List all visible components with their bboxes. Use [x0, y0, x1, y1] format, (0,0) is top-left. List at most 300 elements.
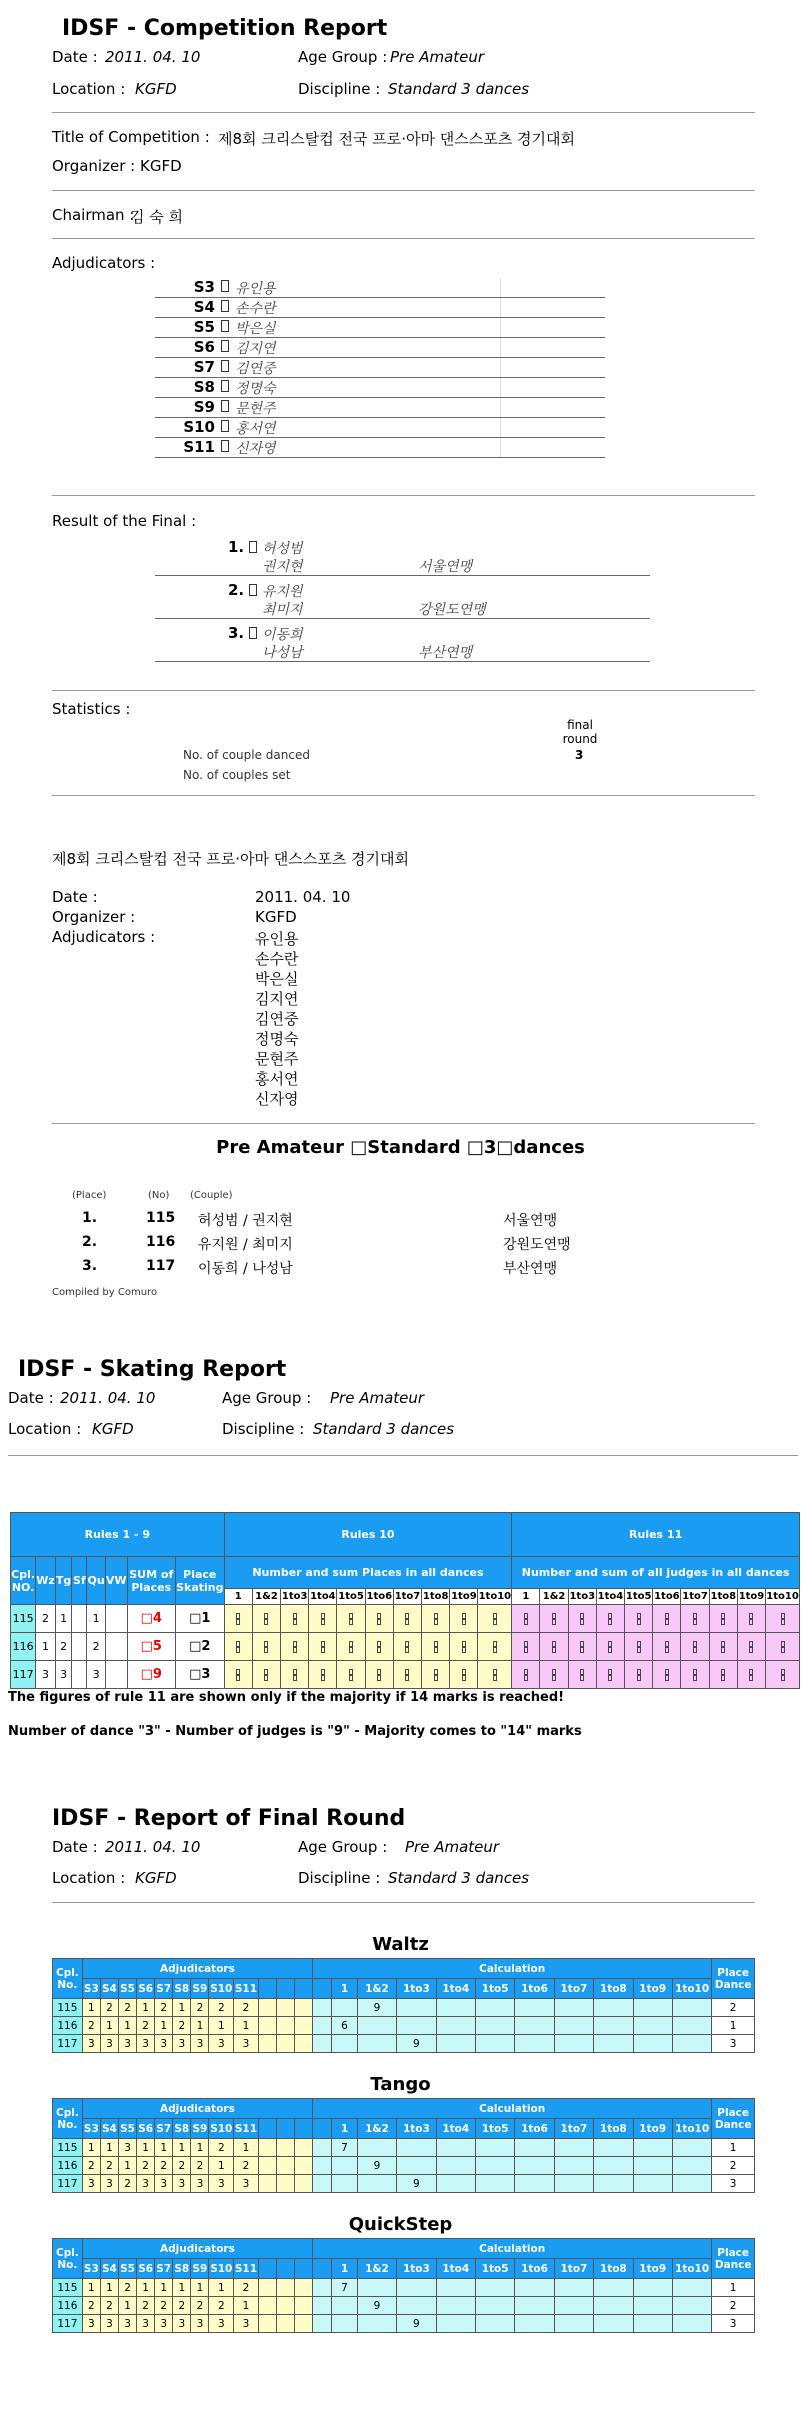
dance-title: Tango — [370, 2074, 431, 2095]
column-divider — [500, 438, 501, 457]
judge-mark: 2 — [209, 1999, 234, 2017]
judge-col-header: S11 — [234, 2259, 259, 2279]
couple-number: 115 — [11, 1605, 36, 1633]
rule10-cell — [281, 1661, 309, 1689]
placeholder-box-icon — [434, 1647, 438, 1653]
judge-col-header: S8 — [173, 1979, 191, 1999]
adjudicators-header: Adjudicators — [82, 1959, 312, 1979]
result-underline — [155, 618, 650, 619]
placeholder-box-icon — [462, 1647, 466, 1653]
dance-col-tg: Tg — [55, 1557, 72, 1605]
placeholder-box-icon — [293, 1619, 297, 1625]
placeholder-box-icon — [721, 1647, 725, 1653]
judge-mark: 1 — [100, 2279, 118, 2297]
judge-mark: 2 — [118, 2175, 136, 2193]
placeholder-box-icon — [264, 1647, 268, 1653]
calc-cell: 7 — [332, 2279, 358, 2297]
rule10-cell — [281, 1605, 309, 1633]
rule11-cell — [681, 1633, 709, 1661]
summary-title: 제8회 크리스탈컵 전국 프로·아마 댄스스포츠 경기대회 — [52, 850, 409, 868]
rule10-cell — [365, 1633, 393, 1661]
judge-mark: 1 — [173, 2139, 191, 2157]
judge-mark: 1 — [209, 2017, 234, 2035]
judge-col-header: S7 — [155, 1979, 173, 1999]
adjudicator-row — [155, 398, 605, 418]
checkbox-icon — [221, 280, 229, 292]
rule10-cell — [252, 1605, 280, 1633]
judge-mark: 2 — [173, 2297, 191, 2315]
mark-wz: 3 — [36, 1661, 56, 1689]
judge-mark: 1 — [155, 2139, 173, 2157]
calc-cell — [332, 2035, 358, 2053]
judge-col-header — [294, 2259, 312, 2279]
calc-cell — [633, 2139, 672, 2157]
calc-col-header: 1to3 — [397, 1979, 436, 1999]
calc-cell — [475, 2017, 514, 2035]
calc-cell — [633, 2315, 672, 2333]
rule10-cell — [478, 1661, 512, 1689]
judge-mark: 3 — [100, 2315, 118, 2333]
calc-cell — [554, 1999, 593, 2017]
calc-col-header: 1to9 — [737, 1589, 765, 1605]
divider — [52, 1902, 755, 1903]
judge-mark: 1 — [191, 2279, 209, 2297]
mark-vw — [105, 1661, 127, 1689]
summary-date-value: 2011. 04. 10 — [255, 888, 351, 906]
skating-age-label: Age Group : — [222, 1389, 312, 1407]
adjudicator-row — [155, 418, 605, 438]
adjudicator-name: 홍서연 — [235, 421, 276, 437]
divider — [52, 238, 755, 239]
adjudicator-name: 문현주 — [235, 401, 276, 417]
mark-wz: 1 — [36, 1633, 56, 1661]
judge-mark — [294, 2315, 312, 2333]
calculation-header: Calculation — [313, 1959, 712, 1979]
placeholder-box-icon — [236, 1647, 240, 1653]
calc-cell: 6 — [332, 2017, 358, 2035]
spacer-col-header — [313, 1979, 332, 1999]
rule11-cell — [737, 1661, 765, 1689]
rule11-cell — [625, 1633, 653, 1661]
calc-col-header: 1to5 — [475, 2119, 514, 2139]
rule10-cell — [365, 1661, 393, 1689]
final-round-table — [52, 1958, 755, 2053]
stat-danced-value: 3 — [575, 748, 584, 762]
calc-cell — [594, 2297, 633, 2315]
couple-number: 117 — [53, 2035, 83, 2053]
calc-cell — [332, 2297, 358, 2315]
placeholder-box-icon — [580, 1647, 584, 1653]
judge-col-header: S9 — [191, 2119, 209, 2139]
judge-mark — [258, 2175, 276, 2193]
table-row — [11, 1633, 800, 1661]
judge-mark: 1 — [100, 2139, 118, 2157]
calc-cell — [554, 2035, 593, 2053]
rule11-cell — [596, 1633, 624, 1661]
calc-cell — [357, 2017, 396, 2035]
judge-col-header: S4 — [100, 2259, 118, 2279]
couple-number: 117 — [53, 2315, 83, 2333]
result-place: 3. — [228, 624, 245, 642]
calc-cell — [672, 2157, 711, 2175]
placeholder-box-icon — [434, 1675, 438, 1681]
calc-cell — [554, 2279, 593, 2297]
place-dance-header: Place Dance — [712, 1959, 755, 1999]
skating-discipline-label: Discipline : — [222, 1420, 305, 1438]
judge-col-header: S11 — [234, 2119, 259, 2139]
stat-set-label: No. of couples set — [183, 768, 291, 782]
calc-col-header: 1to7 — [681, 1589, 709, 1605]
organizer-value: KGFD — [140, 157, 182, 175]
judge-mark: 3 — [118, 2035, 136, 2053]
placeholder-box-icon — [721, 1619, 725, 1625]
judge-mark — [294, 2035, 312, 2053]
calc-cell — [672, 2175, 711, 2193]
adjudicator-code: S9 — [193, 398, 215, 416]
summary-adjudicator-name: 유인용 — [255, 930, 299, 948]
location-label: Location : — [52, 80, 126, 98]
table-row — [53, 2297, 755, 2315]
calc-col-header: 1to3 — [397, 2259, 436, 2279]
rule10-cell — [478, 1605, 512, 1633]
adjudicator-name: 신자영 — [235, 441, 276, 457]
rule11-cell — [568, 1633, 596, 1661]
judge-mark — [294, 1999, 312, 2017]
divider — [8, 1455, 798, 1456]
adjudicator-code: S3 — [193, 278, 215, 296]
judge-mark — [276, 2157, 294, 2175]
final-age-value: Pre Amateur — [405, 1838, 500, 1856]
table-row — [53, 1999, 755, 2017]
calc-cell — [515, 2139, 554, 2157]
placeholder-box-icon — [321, 1675, 325, 1681]
skating-date-label: Date : — [8, 1389, 54, 1407]
calc-cell — [357, 2035, 396, 2053]
placeholder-box-icon — [781, 1619, 785, 1625]
checkbox-icon — [221, 380, 229, 392]
rule11-cell — [512, 1605, 540, 1633]
spacer-cell — [313, 2017, 332, 2035]
result-label: Result of the Final : — [52, 512, 197, 530]
judge-mark — [258, 2157, 276, 2175]
table-row — [53, 2157, 755, 2175]
statistics-label: Statistics : — [52, 700, 131, 718]
adjudicators-label: Adjudicators : — [52, 254, 156, 272]
judge-mark — [276, 2139, 294, 2157]
divider — [52, 795, 755, 796]
rule10-cell — [422, 1605, 450, 1633]
judge-mark: 2 — [82, 2157, 100, 2175]
judge-mark: 3 — [173, 2035, 191, 2053]
calc-cell — [397, 2017, 436, 2035]
placeholder-box-icon — [321, 1619, 325, 1625]
placeholder-box-icon — [524, 1675, 528, 1681]
calc-col-header: 1to6 — [515, 2119, 554, 2139]
summary-couple: 유지원 / 최미지 — [198, 1237, 293, 1253]
calc-cell — [672, 2315, 711, 2333]
table-row — [53, 2175, 755, 2193]
calc-col-header: 1to5 — [475, 1979, 514, 1999]
calc-cell — [672, 2035, 711, 2053]
calc-cell: 9 — [357, 2297, 396, 2315]
result-underline — [155, 575, 650, 576]
calc-cell — [594, 2315, 633, 2333]
calc-cell: 9 — [357, 2157, 396, 2175]
judge-mark: 2 — [82, 2297, 100, 2315]
judge-mark: 3 — [118, 2139, 136, 2157]
judge-mark: 1 — [191, 2139, 209, 2157]
placeholder-box-icon — [493, 1647, 497, 1653]
calc-cell: 9 — [357, 1999, 396, 2017]
placeholder-box-icon — [781, 1675, 785, 1681]
summary-adjudicator-name: 신자영 — [255, 1090, 299, 1108]
adjudicators-header: Adjudicators — [82, 2239, 312, 2259]
calc-cell — [515, 2175, 554, 2193]
adjudicator-row — [155, 298, 605, 318]
mark-tg: 1 — [55, 1605, 72, 1633]
placeholder-box-icon — [552, 1675, 556, 1681]
summary-place: 3. — [82, 1258, 98, 1274]
calc-col-header: 1to3 — [281, 1589, 309, 1605]
calc-cell — [594, 2157, 633, 2175]
calc-cell — [633, 1999, 672, 2017]
place-dance: 2 — [712, 2157, 755, 2175]
calc-cell — [554, 2175, 593, 2193]
adjudicator-name: 김연중 — [235, 361, 276, 377]
rule11-cell — [737, 1633, 765, 1661]
judge-mark — [258, 2315, 276, 2333]
table-row — [53, 2139, 755, 2157]
divider — [52, 1123, 755, 1124]
judge-mark — [276, 2035, 294, 2053]
calc-cell — [515, 2035, 554, 2053]
spacer-cell — [313, 2175, 332, 2193]
result-partner: 나성남 — [262, 645, 303, 661]
rules-10-header: Rules 10 — [224, 1513, 512, 1557]
judge-mark: 3 — [82, 2035, 100, 2053]
judge-col-header — [294, 2119, 312, 2139]
placeholder-box-icon — [693, 1619, 697, 1625]
calc-cell — [357, 2175, 396, 2193]
final-discipline-value: Standard 3 dances — [388, 1869, 530, 1887]
judge-mark — [258, 2139, 276, 2157]
calc-cell — [515, 2297, 554, 2315]
judge-mark — [258, 2035, 276, 2053]
rule10-cell — [337, 1633, 365, 1661]
judge-mark: 1 — [173, 1999, 191, 2017]
column-divider — [500, 398, 501, 417]
judge-col-header: S8 — [173, 2119, 191, 2139]
rule11-cell — [596, 1661, 624, 1689]
result-partner: 권지현 — [262, 559, 303, 575]
rule10-cell — [393, 1605, 421, 1633]
column-divider — [500, 378, 501, 397]
place-dance: 2 — [712, 2297, 755, 2315]
judge-col-header — [258, 1979, 276, 1999]
calc-col-header: 1to7 — [554, 1979, 593, 1999]
summary-organizer-label: Organizer : — [52, 908, 136, 926]
column-divider — [500, 418, 501, 437]
placeholder-box-icon — [493, 1619, 497, 1625]
adjudicator-name: 손수란 — [235, 301, 276, 317]
judge-col-header — [276, 2119, 294, 2139]
judge-mark — [276, 2279, 294, 2297]
placeholder-box-icon — [264, 1619, 268, 1625]
stat-danced-label: No. of couple danced — [183, 748, 310, 762]
placeholder-box-icon — [462, 1675, 466, 1681]
couple-number: 116 — [53, 2157, 83, 2175]
judge-col-header — [258, 2119, 276, 2139]
judge-mark: 3 — [209, 2315, 234, 2333]
rule10-cell — [450, 1661, 478, 1689]
sum-of-places: □5 — [127, 1633, 175, 1661]
calc-cell — [554, 2157, 593, 2175]
judge-col-header: S8 — [173, 2259, 191, 2279]
place-dance: 2 — [712, 1999, 755, 2017]
calc-col-header: 1to3 — [568, 1589, 596, 1605]
judge-mark — [276, 2297, 294, 2315]
spacer-cell — [313, 2157, 332, 2175]
mark-tg: 2 — [55, 1633, 72, 1661]
judge-col-header: S5 — [118, 2259, 136, 2279]
placeholder-box-icon — [405, 1619, 409, 1625]
rule10-cell — [450, 1633, 478, 1661]
dance-col-wz: Wz — [36, 1557, 56, 1605]
judge-mark — [294, 2279, 312, 2297]
rule11-cell — [737, 1605, 765, 1633]
calc-cell — [436, 2297, 475, 2315]
couple-number: 116 — [53, 2297, 83, 2315]
judge-col-header: S5 — [118, 2119, 136, 2139]
calc-col-header: 1to8 — [594, 1979, 633, 1999]
calc-col-header: 1to9 — [633, 2119, 672, 2139]
final-round-table — [52, 2098, 755, 2193]
final-location-label: Location : — [52, 1869, 126, 1887]
rule11-cell — [625, 1661, 653, 1689]
chairman-label: Chairman : — [52, 206, 135, 224]
place-skating: □2 — [175, 1633, 224, 1661]
judge-mark — [294, 2297, 312, 2315]
summary-number: 115 — [146, 1210, 176, 1226]
judge-col-header: S11 — [234, 1979, 259, 1999]
checkbox-icon — [221, 340, 229, 352]
checkbox-icon — [221, 440, 229, 452]
judge-mark: 1 — [234, 2297, 259, 2315]
judge-mark: 3 — [234, 2035, 259, 2053]
dance-title: Waltz — [372, 1934, 429, 1955]
calc-cell — [594, 1999, 633, 2017]
place-dance: 1 — [712, 2139, 755, 2157]
judge-mark: 2 — [209, 2139, 234, 2157]
summary-club: 부산연맹 — [503, 1261, 558, 1277]
calc-col-header: 1to6 — [365, 1589, 393, 1605]
mark-wz: 2 — [36, 1605, 56, 1633]
judge-mark: 2 — [100, 2297, 118, 2315]
skating-date-value: 2011. 04. 10 — [60, 1389, 156, 1407]
judge-mark: 3 — [118, 2315, 136, 2333]
placeholder-box-icon — [377, 1675, 381, 1681]
calc-col-header: 1to4 — [436, 2119, 475, 2139]
rule11-cell — [653, 1633, 681, 1661]
judge-mark: 2 — [173, 2017, 191, 2035]
judge-col-header: S3 — [82, 1979, 100, 1999]
rule10-cell — [365, 1605, 393, 1633]
judge-col-header: S10 — [209, 2259, 234, 2279]
final-date-label: Date : — [52, 1838, 98, 1856]
competition-title-value: 제8회 크리스탈컵 전국 프로·아마 댄스스포츠 경기대회 — [218, 130, 575, 148]
calc-cell — [594, 2175, 633, 2193]
checkbox-icon — [249, 627, 257, 639]
spacer-cell — [313, 1999, 332, 2017]
adjudicator-code: S5 — [193, 318, 215, 336]
judge-mark — [276, 2315, 294, 2333]
judge-mark: 3 — [191, 2035, 209, 2053]
result-place: 2. — [228, 581, 245, 599]
rule11-cell — [709, 1605, 737, 1633]
majority-note: Number of dance "3" - Number of judges is "9" - Majority comes to "14" marks — [8, 1724, 582, 1739]
adjudicator-name: 김지연 — [235, 341, 276, 357]
rule10-cell — [224, 1633, 252, 1661]
adjudicator-row — [155, 278, 605, 298]
calc-cell — [594, 2035, 633, 2053]
calc-cell: 9 — [397, 2315, 436, 2333]
judge-mark: 1 — [118, 2297, 136, 2315]
adjudicator-code: S11 — [183, 438, 215, 456]
judge-mark: 3 — [173, 2315, 191, 2333]
placeholder-box-icon — [749, 1675, 753, 1681]
rule11-cell — [540, 1661, 568, 1689]
couple-number: 116 — [53, 2017, 83, 2035]
calc-cell — [594, 2279, 633, 2297]
judge-mark: 2 — [191, 1999, 209, 2017]
placeholder-box-icon — [637, 1647, 641, 1653]
judge-mark: 2 — [234, 2157, 259, 2175]
placeholder-box-icon — [552, 1619, 556, 1625]
judge-mark — [258, 2279, 276, 2297]
judge-mark: 1 — [155, 2279, 173, 2297]
rule10-cell — [393, 1661, 421, 1689]
mark-sf — [72, 1661, 87, 1689]
checkbox-icon — [249, 541, 257, 553]
placeholder-box-icon — [524, 1619, 528, 1625]
adjudicator-name: 박은실 — [235, 321, 276, 337]
calc-col-header: 1to10 — [478, 1589, 512, 1605]
calc-col-header: 1&2 — [357, 1979, 396, 1999]
calc-col-header: 1to10 — [766, 1589, 800, 1605]
judge-mark: 2 — [173, 2157, 191, 2175]
judge-col-header: S4 — [100, 2119, 118, 2139]
calc-cell — [633, 2035, 672, 2053]
judge-col-header — [294, 1979, 312, 1999]
result-partner: 최미지 — [262, 602, 303, 618]
spacer-cell — [313, 2139, 332, 2157]
judge-mark — [258, 2017, 276, 2035]
spacer-col-header — [313, 2259, 332, 2279]
placeholder-box-icon — [293, 1675, 297, 1681]
placeholder-box-icon — [608, 1675, 612, 1681]
calc-cell — [397, 2279, 436, 2297]
result-underline — [155, 661, 650, 662]
calc-cell — [357, 2279, 396, 2297]
judge-col-header: S7 — [155, 2259, 173, 2279]
final-round-table — [52, 2238, 755, 2333]
table-row — [53, 2017, 755, 2035]
placeholder-box-icon — [665, 1675, 669, 1681]
stat-col-header: final round — [562, 718, 598, 746]
calc-cell — [672, 2017, 711, 2035]
rule11-cell — [709, 1661, 737, 1689]
calc-cell — [515, 2315, 554, 2333]
